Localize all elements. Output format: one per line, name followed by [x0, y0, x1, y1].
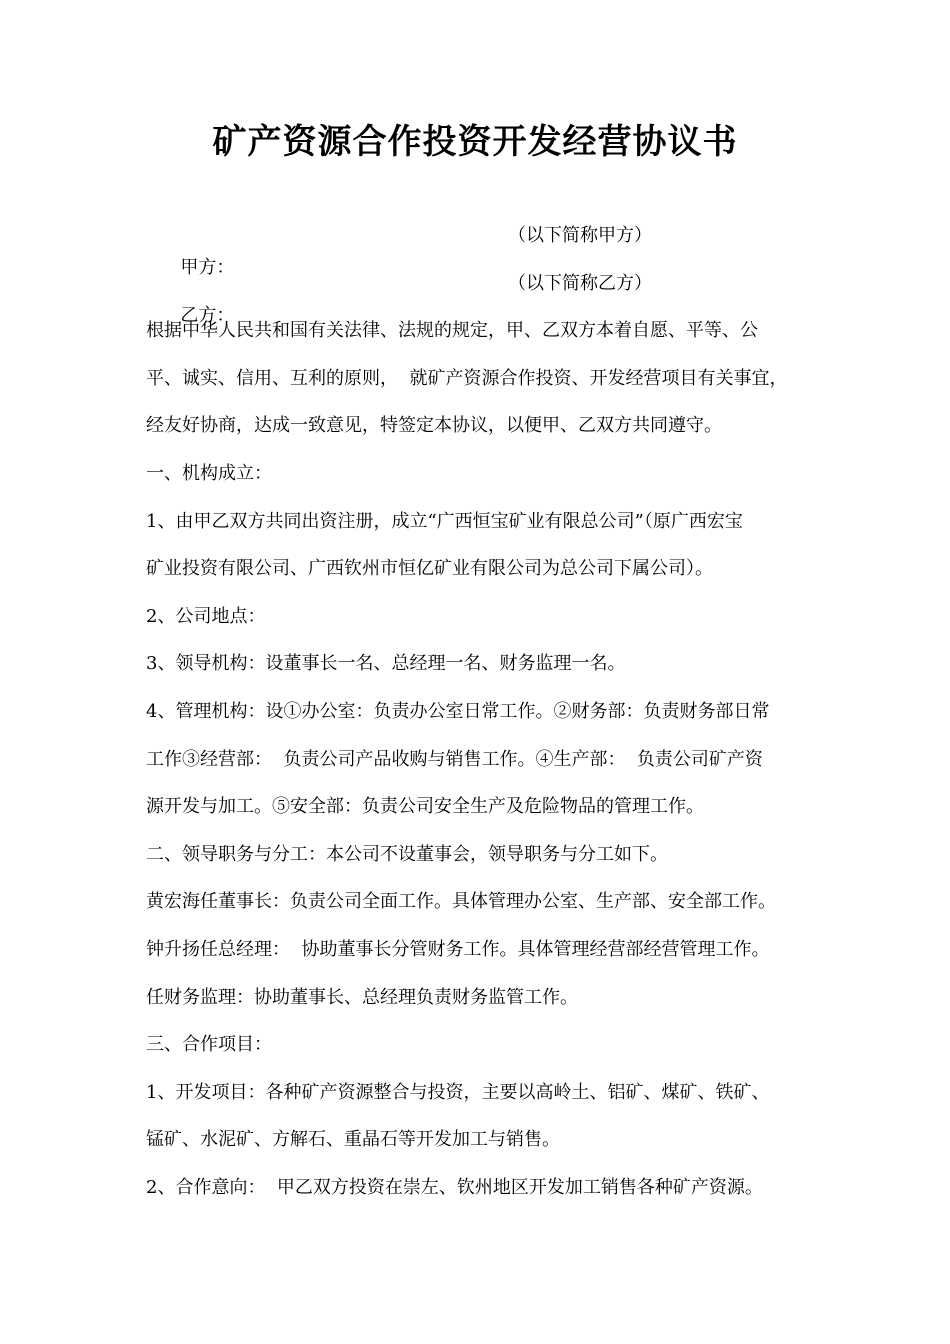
body-line: 矿业投资有限公司、广西钦州市恒亿矿业有限公司为总公司下属公司）。	[146, 558, 713, 580]
body-line: 2、合作意向： 甲乙双方投资在崇左、钦州地区开发加工销售各种矿产资源。	[146, 1176, 763, 1198]
body-line: 平、诚实、信用、互利的原则， 就矿产资源合作投资、开发经营项目有关事宜，	[146, 367, 788, 389]
body-line: 2、公司地点：	[146, 605, 266, 627]
section-heading: 三、合作项目：	[146, 1034, 272, 1056]
body-line: 经友好协商，达成一致意见，特签定本协议，以便甲、乙双方共同遵守。	[146, 415, 722, 437]
body-line: 工作③经营部： 负责公司产品收购与销售工作。④生产部： 负责公司矿产资	[146, 748, 763, 770]
body-line: 4、管理机构：设①办公室：负责办公室日常工作。②财务部：负责财务部日常	[146, 700, 770, 722]
party-b-label: 乙方：	[180, 304, 235, 326]
body-line: 3、领导机构：设董事长一名、总经理一名、财务监理一名。	[146, 653, 626, 675]
body-line: 钟升扬任总经理： 协助董事长分管财务工作。具体管理经营部经营管理工作。	[146, 938, 770, 960]
party-b-line	[146, 268, 826, 326]
document-body	[146, 220, 826, 1219]
body-line: 黄宏海任董事长：负责公司全面工作。具体管理办公室、生产部、安全部工作。	[146, 891, 776, 913]
party-b-note: （以下简称乙方）	[508, 272, 652, 294]
body-line: 1、开发项目：各种矿产资源整合与投资，主要以高岭土、铝矿、煤矿、铁矿、	[146, 1081, 770, 1103]
document-title: 矿产资源合作投资开发经营协议书	[212, 122, 738, 162]
body-line: 根据中华人民共和国有关法律、法规的规定，甲、乙双方本着自愿、平等、公	[146, 320, 758, 342]
body-line: 源开发与加工。⑤安全部：负责公司安全生产及危险物品的管理工作。	[146, 796, 704, 818]
section-heading: 一、机构成立：	[146, 462, 272, 484]
body-line: 任财务监理：协助董事长、总经理负责财务监管工作。	[146, 986, 578, 1008]
party-a-note: （以下简称甲方）	[508, 225, 652, 246]
body-line: 锰矿、水泥矿、方解石、重晶石等开发加工与销售。	[146, 1129, 560, 1151]
party-a-label: 甲方：	[180, 257, 235, 278]
party-a-line	[146, 220, 826, 278]
body-line: 1、由甲乙双方共同出资注册，成立“广西恒宝矿业有限总公司”（原广西宏宝	[146, 510, 743, 532]
section-heading: 二、领导职务与分工：本公司不设董事会，领导职务与分工如下。	[146, 843, 668, 865]
